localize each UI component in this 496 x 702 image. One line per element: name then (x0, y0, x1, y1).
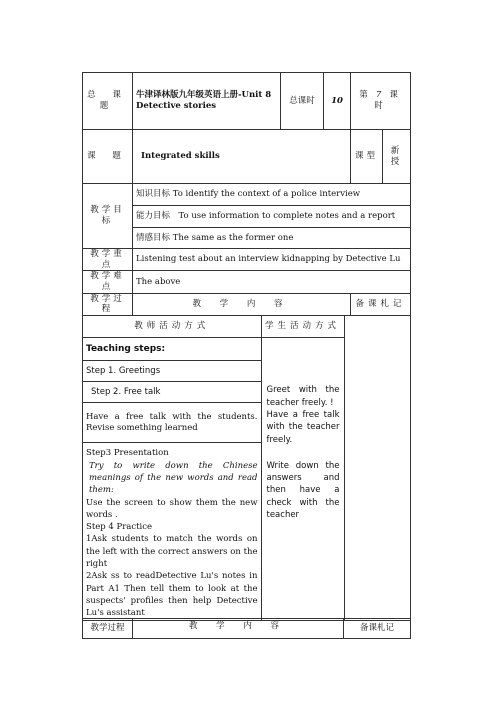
footer-label-process: 教学过程 (83, 619, 133, 639)
step1: Step 1. Greetings (83, 361, 261, 382)
objective-ability: 能力目标 To use information to complete notes and a report (133, 206, 411, 228)
objective-knowledge: 知识目标 To identify the context of a police interview (133, 184, 411, 206)
label-key-points: 教学重点 (83, 249, 133, 271)
period-cell (351, 73, 411, 130)
footer-label-content: 教 学 内 容 (133, 619, 344, 639)
activities-container (83, 315, 411, 620)
student-activity-talk: Have a free talk with the teacher freely. (266, 409, 340, 445)
step2: Step 2. Free talk (83, 382, 261, 403)
label-process: 教学过程 (83, 293, 133, 315)
period-suffix: 课时 (374, 90, 402, 111)
step3-italic: Try to write down the Chinese meanings of the new words and read them: (89, 460, 258, 496)
label-student-activity: 学生活动方式 (261, 316, 344, 338)
label-content: 教 学 内 容 (133, 293, 351, 315)
objective-emotion: 情感目标 The same as the former one (133, 228, 411, 249)
label-topic: 总 课 题 (83, 73, 133, 130)
step3-title: Step3 Presentation (86, 448, 169, 459)
label-teacher-activity: 教师活动方式 (83, 316, 261, 338)
label-objectives: 教学目标 (83, 184, 133, 249)
step2-detail: Have a free talk with the students. Revise something learned (83, 403, 261, 443)
footer-label-notes: 备课札记 (344, 619, 411, 639)
steps-3-4-cell (83, 443, 261, 620)
period-number: 7 (375, 90, 382, 101)
step4-item2: 2Ask ss to readDetective Lu's notes in Part A1 Then tell them to look at the suspects' profiles then help Detective Lu's assistant (86, 571, 258, 619)
period-prefix: 第 (359, 90, 368, 101)
student-activities-cell (261, 338, 344, 620)
student-activity-answers: Write down the answers and then have a check with the teacher (266, 460, 340, 521)
step3-text: Use the screen to show them the new words . (86, 497, 258, 520)
label-difficult-points: 教学难点 (83, 271, 133, 293)
label-total-hours: 总课时 (281, 73, 324, 130)
notes-column (344, 316, 411, 620)
step4-item1: 1Ask students to match the words on the left with the correct answers on the right (86, 534, 258, 570)
label-lesson-type: 课型 (351, 130, 383, 184)
student-activity-greet: Greet with the teacher freely. ! (266, 385, 340, 408)
difficult-points-text: The above (133, 271, 411, 293)
topic-title: 牛津译林版九年级英语上册-Unit 8 Detective stories (133, 73, 281, 130)
label-notes: 备课札记 (351, 293, 411, 315)
activities-table (83, 316, 411, 620)
key-points-text: Listening test about an interview kidnapping by Detective Lu (133, 249, 411, 271)
step4-title: Step 4 Practice (86, 522, 153, 533)
label-lesson-title: 课 题 (83, 130, 133, 184)
lesson-plan-table (82, 72, 411, 621)
teaching-steps-title: Teaching steps: (83, 338, 261, 361)
lesson-title: Integrated skills (133, 130, 351, 184)
footer-table (82, 618, 411, 639)
lesson-type: 新授 (383, 130, 411, 184)
total-hours-value: 10 (324, 73, 351, 130)
